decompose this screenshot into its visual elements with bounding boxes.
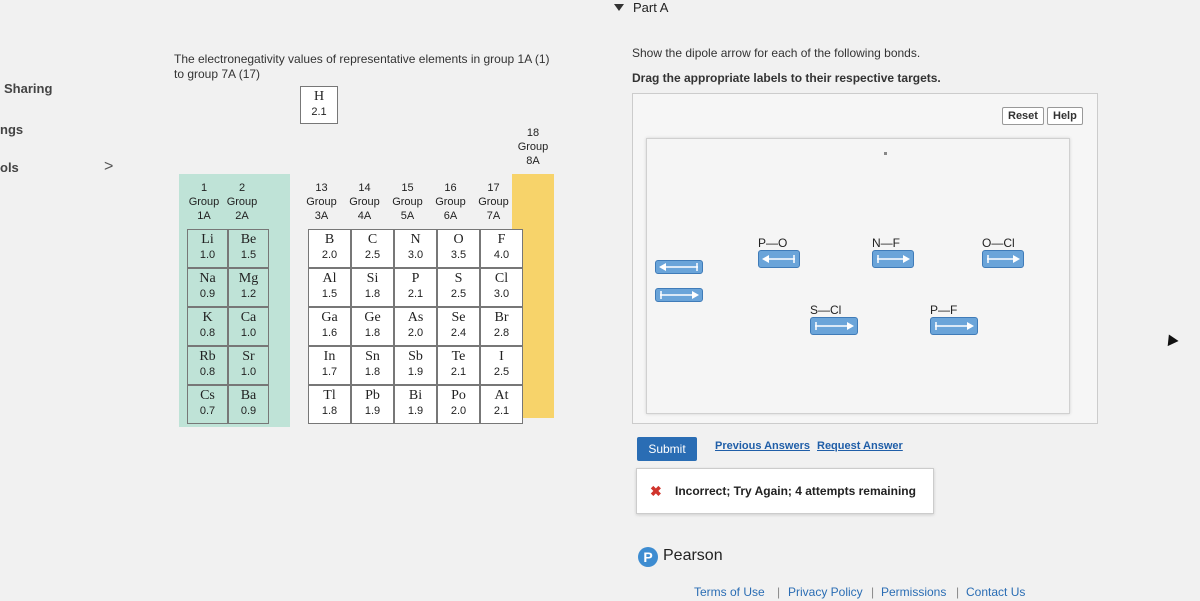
element-value: 3.5	[450, 249, 467, 261]
drop-canvas[interactable]	[646, 138, 1070, 414]
bond-label: N—F	[872, 236, 900, 250]
group-number: 2	[238, 182, 246, 194]
element-symbol: Mg	[238, 271, 259, 286]
element-symbol: H	[313, 89, 325, 104]
element-value: 2.5	[450, 288, 467, 300]
group-number: 13	[315, 182, 328, 194]
element-symbol: Po	[451, 388, 466, 403]
group-word: Group	[517, 141, 549, 153]
element-value: 2.5	[364, 249, 381, 261]
element-symbol: I	[499, 349, 504, 364]
x-icon: ✖	[650, 483, 662, 499]
sidebar-item-settings[interactable]: ngs	[0, 122, 24, 137]
element-value: 2.5	[493, 366, 510, 378]
group-number: 15	[401, 182, 414, 194]
drag-instruction: Drag the appropriate labels to their respective targets.	[632, 71, 941, 85]
group-header	[472, 181, 515, 223]
element-symbol: B	[324, 232, 335, 247]
bond-drop-target[interactable]	[758, 250, 800, 268]
element-value: 1.2	[240, 288, 257, 300]
element-cell	[480, 346, 523, 385]
previous-answers-link[interactable]: Previous Answers	[715, 440, 810, 452]
arrow-right-icon	[811, 318, 857, 334]
element-cell	[351, 307, 394, 346]
element-value: 2.0	[321, 249, 338, 261]
element-cell	[228, 385, 269, 424]
group-18-header	[512, 126, 554, 168]
element-symbol: Ca	[240, 310, 257, 325]
pearson-name: Pearson	[663, 547, 723, 564]
element-symbol: As	[407, 310, 424, 325]
group-code: 7A	[486, 210, 501, 222]
group-header	[300, 181, 343, 223]
element-value: 1.9	[407, 405, 424, 417]
feedback-text: Incorrect; Try Again; 4 attempts remaining	[675, 484, 916, 498]
element-symbol: At	[494, 388, 509, 403]
element-value: 0.8	[199, 327, 216, 339]
bond-drop-target[interactable]	[810, 317, 858, 335]
element-cell	[480, 307, 523, 346]
group-code: 4A	[357, 210, 372, 222]
element-symbol: Li	[201, 232, 214, 247]
arrow-right-icon	[931, 318, 977, 334]
element-cell	[437, 307, 480, 346]
group-word: Group	[478, 196, 509, 208]
element-value: 3.0	[493, 288, 510, 300]
element-cell-h	[300, 86, 338, 124]
sidebar-item-tools[interactable]: ols	[0, 160, 19, 175]
element-value: 1.9	[407, 366, 424, 378]
element-value: 1.9	[364, 405, 381, 417]
group-code: 6A	[443, 210, 458, 222]
element-cell	[351, 346, 394, 385]
element-symbol: N	[410, 232, 421, 247]
arrow-left-icon[interactable]	[655, 260, 703, 274]
element-cell	[351, 229, 394, 268]
element-symbol: Ge	[364, 310, 381, 325]
element-cell	[351, 385, 394, 424]
arrow-right-icon	[873, 251, 913, 267]
element-symbol: K	[202, 310, 213, 325]
element-symbol: Ga	[321, 310, 338, 325]
element-cell	[187, 268, 228, 307]
element-value: 1.8	[364, 366, 381, 378]
bond-drop-target[interactable]	[930, 317, 978, 335]
element-cell	[308, 268, 351, 307]
group-header	[386, 181, 429, 223]
instruction-text: Show the dipole arrow for each of the following bonds.	[632, 46, 921, 60]
element-symbol: F	[497, 232, 506, 247]
element-cell	[480, 385, 523, 424]
group-number: 17	[487, 182, 500, 194]
group-code: 8A	[526, 155, 540, 167]
group-word: Group	[226, 196, 258, 208]
element-cell	[480, 229, 523, 268]
element-cell	[228, 307, 269, 346]
element-symbol: Te	[451, 349, 466, 364]
element-cell	[437, 229, 480, 268]
element-cell	[228, 346, 269, 385]
help-button[interactable]: Help	[1047, 107, 1083, 125]
element-cell	[351, 268, 394, 307]
element-symbol: In	[323, 349, 336, 364]
element-value: 0.9	[199, 288, 216, 300]
element-cell	[437, 385, 480, 424]
element-symbol: Br	[494, 310, 509, 325]
bond-label: P—O	[758, 236, 788, 250]
element-value: 4.0	[493, 249, 510, 261]
group-header	[185, 181, 223, 223]
element-symbol: Cs	[200, 388, 215, 403]
element-value: 1.8	[364, 327, 381, 339]
element-value: 0.8	[199, 366, 216, 378]
arrow-right-icon	[983, 251, 1023, 267]
group-number: 16	[444, 182, 457, 194]
element-value: 2.1	[311, 106, 327, 118]
element-value: 0.9	[240, 405, 257, 417]
element-value: 2.1	[493, 405, 510, 417]
bond-drop-target[interactable]	[982, 250, 1024, 268]
group-header	[429, 181, 472, 223]
collapse-triangle-icon[interactable]	[614, 4, 624, 11]
reset-button[interactable]: Reset	[1002, 107, 1044, 125]
element-cell	[480, 268, 523, 307]
bond-label: P—F	[930, 303, 958, 317]
element-symbol: Bi	[408, 388, 423, 403]
element-cell	[437, 346, 480, 385]
group-code: 1A	[197, 210, 211, 222]
bond-drop-target[interactable]	[872, 250, 914, 268]
group-word: Group	[306, 196, 337, 208]
element-cell	[394, 346, 437, 385]
footer-link-contact[interactable]: Contact Us	[966, 585, 1026, 599]
element-symbol: Sn	[365, 349, 380, 364]
element-value: 3.0	[407, 249, 424, 261]
element-symbol: Tl	[323, 388, 336, 403]
group-word: Group	[435, 196, 466, 208]
element-symbol: S	[454, 271, 463, 286]
arrow-left-icon	[759, 251, 799, 267]
element-symbol: Na	[199, 271, 216, 286]
element-value: 1.5	[321, 288, 338, 300]
element-symbol: Si	[366, 271, 379, 286]
element-symbol: Al	[322, 271, 337, 286]
footer-link-terms[interactable]: Terms of Use	[694, 585, 765, 599]
element-value: 1.7	[321, 366, 338, 378]
mouse-cursor-icon	[1163, 332, 1178, 346]
bond-label: S—Cl	[810, 303, 842, 317]
element-cell	[228, 268, 269, 307]
element-value: 1.5	[240, 249, 257, 261]
element-value: 1.8	[364, 288, 381, 300]
element-value: 1.8	[321, 405, 338, 417]
element-value: 1.0	[199, 249, 216, 261]
element-value: 2.0	[450, 405, 467, 417]
element-value: 2.1	[450, 366, 467, 378]
element-cell	[394, 229, 437, 268]
feedback-box	[636, 468, 934, 514]
element-cell	[187, 229, 228, 268]
element-symbol: C	[367, 232, 378, 247]
group-word: Group	[349, 196, 380, 208]
element-cell	[308, 229, 351, 268]
footer-link-privacy[interactable]: Privacy Policy	[788, 585, 863, 599]
element-cell	[394, 268, 437, 307]
group-number: 1	[200, 182, 208, 194]
footer-separator: |	[871, 585, 875, 599]
group-number: 14	[358, 182, 371, 194]
element-cell	[187, 385, 228, 424]
footer-separator: |	[777, 585, 781, 599]
element-value: 1.0	[240, 327, 257, 339]
element-symbol: Ba	[240, 388, 257, 403]
element-symbol: Cl	[494, 271, 509, 286]
element-value: 2.0	[407, 327, 424, 339]
element-cell	[394, 385, 437, 424]
element-cell	[308, 346, 351, 385]
element-symbol: P	[411, 271, 420, 286]
element-symbol: Be	[240, 232, 257, 247]
arrow-right-icon[interactable]	[655, 288, 703, 302]
element-symbol: O	[453, 232, 464, 247]
element-symbol: Se	[451, 310, 466, 325]
element-cell	[394, 307, 437, 346]
sidebar-item-sharing[interactable]: Sharing	[4, 81, 53, 96]
element-value: 0.7	[199, 405, 216, 417]
element-value: 1.6	[321, 327, 338, 339]
footer-link-permissions[interactable]: Permissions	[881, 585, 947, 599]
element-value: 2.1	[407, 288, 424, 300]
element-cell	[228, 229, 269, 268]
group-word: Group	[188, 196, 220, 208]
element-cell	[437, 268, 480, 307]
footer-separator: |	[956, 585, 960, 599]
chevron-right-icon[interactable]: >	[104, 158, 114, 175]
group-code: 2A	[235, 210, 249, 222]
canvas-dot	[884, 152, 887, 155]
table-title: The electronegativity values of representative elements in group 1A (1) to group 7A (17)	[174, 52, 550, 81]
element-cell	[308, 307, 351, 346]
submit-button[interactable]: Submit	[637, 437, 697, 461]
element-value: 2.8	[493, 327, 510, 339]
element-symbol: Pb	[365, 388, 380, 403]
element-symbol: Sb	[408, 349, 423, 364]
element-symbol: Sr	[242, 349, 255, 364]
part-title: Part A	[633, 0, 669, 15]
element-cell	[187, 346, 228, 385]
group-header	[343, 181, 386, 223]
element-cell	[187, 307, 228, 346]
group-header	[223, 181, 261, 223]
group-number: 18	[526, 127, 540, 139]
pearson-logo: P	[638, 547, 658, 567]
element-cell	[308, 385, 351, 424]
element-symbol: Rb	[199, 349, 216, 364]
group-word: Group	[392, 196, 423, 208]
group-code: 3A	[314, 210, 329, 222]
bond-label: O—Cl	[982, 236, 1015, 250]
request-answer-link[interactable]: Request Answer	[817, 440, 903, 452]
element-value: 2.4	[450, 327, 467, 339]
element-value: 1.0	[240, 366, 257, 378]
group-code: 5A	[400, 210, 415, 222]
